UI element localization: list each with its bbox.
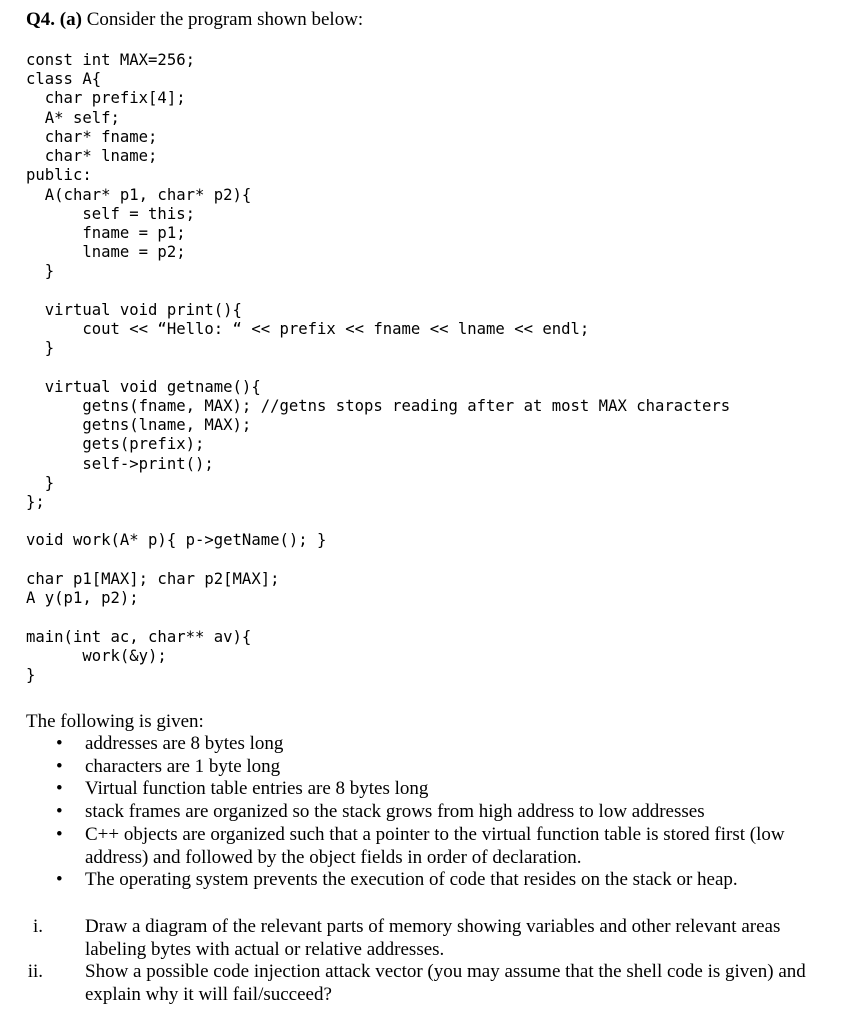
list-item: [0, 869, 820, 892]
code-line: [26, 608, 730, 627]
code-line: char* lname;: [26, 147, 158, 166]
code-line: self->print();: [26, 454, 214, 473]
code-line: virtual void getname(){: [26, 377, 261, 396]
code-line: char p1[MAX]; char p2[MAX];: [26, 569, 280, 588]
given-list: [0, 733, 848, 892]
list-item: [0, 824, 820, 869]
code-line: self = this;: [26, 204, 195, 223]
code-line: A y(p1, p2);: [26, 589, 139, 608]
code-line: [26, 359, 730, 378]
code-line: [26, 282, 730, 301]
subquestion-i: [0, 916, 820, 961]
code-line: char prefix[4];: [26, 89, 186, 108]
code-line: class A{: [26, 70, 102, 89]
given-title: The following is given:: [26, 711, 204, 732]
question-intro: Consider the program shown below:: [81, 9, 364, 30]
code-line: }: [26, 473, 55, 492]
list-item: [0, 778, 820, 801]
code-line: A(char* p1, char* p2){: [26, 185, 252, 204]
code-listing: [26, 51, 730, 685]
list-item-text: Virtual function table entries are 8 bytes long: [85, 778, 429, 800]
code-line: }: [26, 262, 55, 281]
code-line: }: [26, 666, 36, 684]
subquestion-number: ii.: [27, 961, 43, 983]
bullet-icon: •: [56, 733, 63, 754]
list-item: [0, 801, 820, 824]
code-line: char* fname;: [26, 127, 158, 146]
code-line: }: [26, 339, 55, 358]
code-line: public:: [26, 166, 92, 185]
subquestion-text: Draw a diagram of the relevant parts of memory showing variables and other relevant areas labeling bytes with actual or relative addresses.: [85, 916, 781, 960]
subquestion-number: i.: [32, 916, 43, 937]
code-line: gets(prefix);: [26, 435, 205, 454]
bullet-icon: •: [56, 755, 63, 777]
list-item-text: stack frames are organized so the stack grows from high address to low addresses: [85, 801, 705, 823]
subquestion-text: Show a possible code injection attack vector (you may assume that the shell code is given) and explain why it will fail/succeed?: [85, 961, 806, 1006]
question-label: Q4. (a): [26, 9, 82, 30]
code-line: void work(A* p){ p->getName(); }: [26, 531, 327, 550]
code-line: virtual void print(){: [26, 300, 242, 319]
code-line: fname = p1;: [26, 223, 186, 242]
subquestion-ii: [0, 961, 820, 1006]
list-item: [0, 733, 820, 756]
subquestion-list: [0, 916, 848, 1007]
code-line: A* self;: [26, 108, 120, 127]
code-line: getns(lname, MAX);: [26, 416, 252, 435]
question-heading: [26, 8, 363, 32]
code-line: main(int ac, char** av){: [26, 627, 252, 646]
list-item-text: C++ objects are organized such that a pointer to the virtual function table is stored first (low address) and followed by the object fields in order of declaration.: [85, 823, 785, 868]
code-line: cout << “Hello: “ << prefix << fname << lname << endl;: [26, 320, 590, 339]
bullet-icon: •: [56, 869, 63, 891]
list-item: [0, 756, 820, 779]
list-item-text: characters are 1 byte long: [85, 755, 281, 777]
code-line: lname = p2;: [26, 243, 186, 262]
code-line: getns(fname, MAX); //getns stops reading after at most MAX characters: [26, 396, 731, 415]
bullet-icon: •: [56, 778, 63, 800]
code-line: };: [26, 493, 45, 512]
code-line: [26, 512, 730, 531]
list-item-text: addresses are 8 bytes long: [85, 733, 284, 754]
code-line: [26, 551, 730, 570]
list-item-text: The operating system prevents the execution of code that resides on the stack or heap.: [85, 869, 738, 891]
code-line: const int MAX=256;: [26, 51, 195, 69]
code-line: work(&y);: [26, 646, 167, 665]
bullet-icon: •: [56, 823, 63, 845]
bullet-icon: •: [56, 801, 63, 823]
